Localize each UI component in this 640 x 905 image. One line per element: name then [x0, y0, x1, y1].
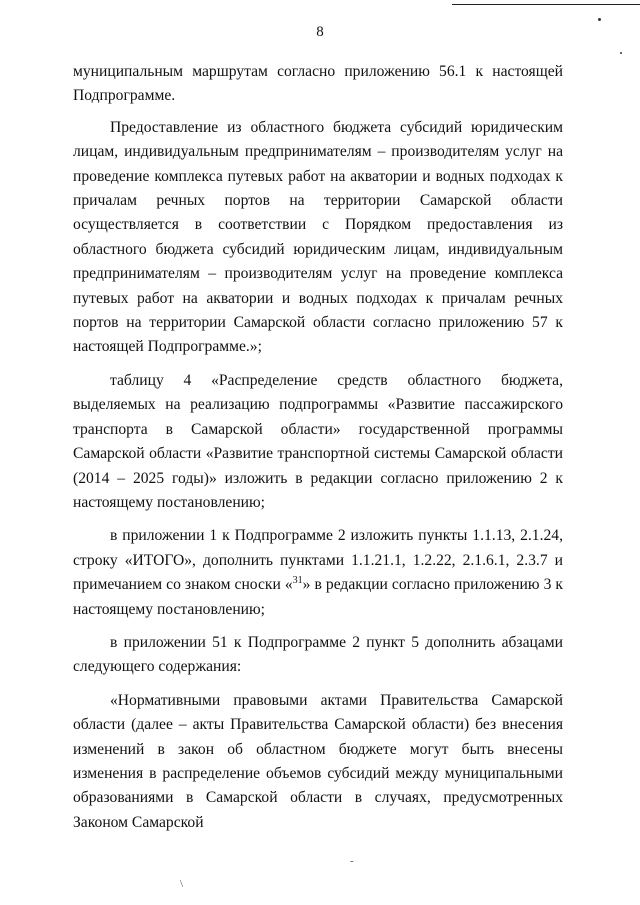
paragraph: таблицу 4 «Распределение средств областного бюджета, выделяемых на реализацию подпрограммы «Развитие пассажирского транспорта в Самарской области» государственной программы Самарской области «Развитие транспортной системы Самарской области (2014 – 2025 годы)» изложить в редакции согласно приложению 2 к настоящему постановлению; [73, 371, 563, 511]
document-body [73, 60, 563, 844]
scan-mark: \ [180, 878, 184, 890]
top-edge-rule [452, 4, 640, 5]
scan-speck [598, 18, 601, 21]
footnote-mark: 31 [292, 574, 303, 586]
scan-speck [620, 52, 622, 54]
paragraph: муниципальным маршрутам согласно приложению 56.1 к настоящей Подпрограмме. [73, 63, 563, 105]
page-number: 8 [316, 24, 324, 40]
paragraph: «Нормативными правовыми актами Правительства Самарской области (далее – акты Правительства Самарской области) без внесения изменений в закон об областном бюджете могут быть внесены изменения в распределение объемов субсидий между муниципальными образованиями в Самарской области в случаях, предусмотренных Законом Самарской [73, 691, 563, 831]
paragraph-text: в приложении 1 к Подпрограмме 2 изложить пункты 1.1.13, 2.1.24, строку «ИТОГО», дополнить пунктами 1.1.21.1, 1.2.22, 2.1.6.1, 2.3.7 и примечанием со знаком сноски « [73, 527, 563, 594]
paragraph [73, 524, 563, 622]
scan-mark: - [350, 855, 354, 867]
paragraph: Предоставление из областного бюджета субсидий юридическим лицам, индивидуальным предпринимателям – производителям услуг на проведение комплекса путевых работ на акватории и водных подходах к причалам речных портов на территории Самарской области осуществляется в соответствии с Порядком предоставления из областного бюджета субсидий юридическим лицам, индивидуальным предпринимателям – производителям услуг на проведение комплекса путевых работ на акватории и водных подходах к причалам речных портов на территории Самарской области согласно приложению 57 к настоящей Подпрограмме.»; [73, 118, 563, 356]
paragraph: в приложении 51 к Подпрограмме 2 пункт 5 дополнить абзацами следующего содержания: [73, 633, 563, 676]
paragraph-text: » в редакции согласно приложению 3 к настоящему постановлению; [73, 576, 563, 618]
